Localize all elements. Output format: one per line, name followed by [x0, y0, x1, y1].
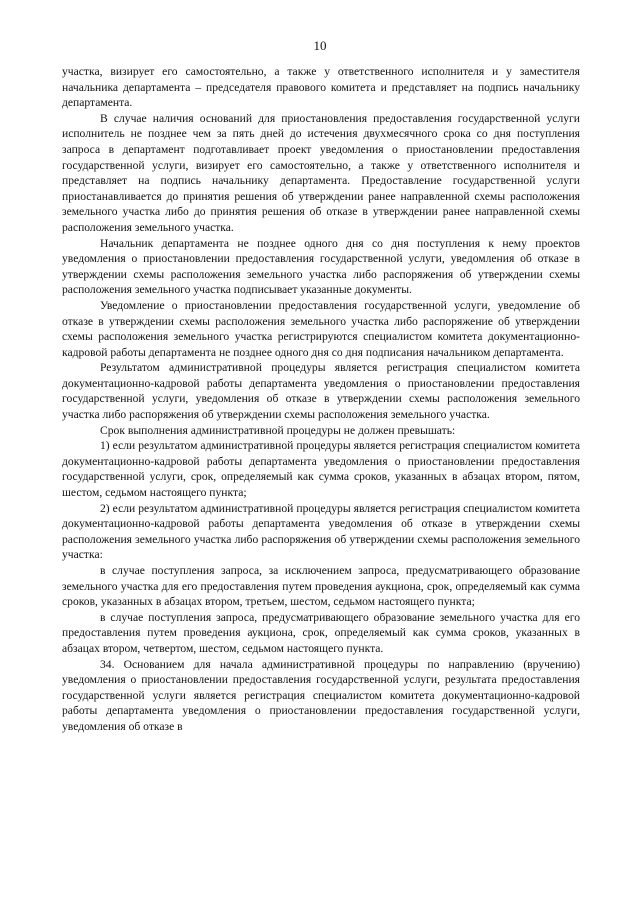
paragraph-8: 2) если результатом административной процедуры является регистрация специалистом комитета документационно-кадровой работы департамента уведомления об отказе в утверждении схемы расположения земельного участка либо распоряжения об утверждении схемы расположения земельного участка:: [62, 501, 580, 562]
paragraph-5: Результатом административной процедуры является регистрация специалистом комитета документационно-кадровой работы департамента уведомления о приостановлении предоставления государственной услуги, уведомления об отказе в утверждении схемы расположения земельного участка либо распоряжения об утверждении схемы расположения земельного участка.: [62, 361, 580, 422]
paragraph-9: в случае поступления запроса, за исключением запроса, предусматривающего образование земельного участка для его предоставления путем проведения аукциона, срок, определяемый как сумма сроков, указанных в абзацах втором, третьем, шестом, седьмом настоящего пункта;: [62, 564, 580, 609]
paragraph-3: Начальник департамента не позднее одного дня со дня поступления к нему проектов уведомления о приостановлении предоставления государственной услуги, уведомления об отказе в утверждении схемы расположения земельного участка либо распоряжения об утверждении схемы расположения земельного участка подписывает указанные документы.: [62, 236, 580, 297]
document-body: [62, 64, 580, 735]
paragraph-4: Уведомление о приостановлении предоставления государственной услуги, уведомление об отказе в утверждении схемы расположения земельного участка либо распоряжение об утверждении схемы расположения земельного участка регистрируются специалистом комитета документационно-кадровой работы департамента не позднее одного дня со дня подписания начальником департамента.: [62, 298, 580, 359]
paragraph-11: 34. Основанием для начала административной процедуры по направлению (вручению) уведомления о приостановлении предоставления государственной услуги, результата предоставления государственной услуги является регистрация специалистом комитета документационно-кадровой работы департамента уведомления о приостановлении предоставления государственной услуги, уведомления об отказе в: [62, 657, 580, 733]
paragraph-1: участка, визирует его самостоятельно, а также у ответственного исполнителя и у заместителя начальника департамента – председателя правового комитета и представляет на подпись начальнику департамента.: [62, 65, 580, 110]
paragraph-6: Срок выполнения административной процедуры не должен превышать:: [100, 423, 456, 437]
paragraph-2: В случае наличия оснований для приостановления предоставления государственной услуги исполнитель не позднее чем за пять дней до истечения двухмесячного срока со дня поступления запроса в департамент подготавливает проект уведомления о приостановлении предоставления государственной услуги, визирует его самостоятельно, а также у ответственного исполнителя и представляет на подпись начальнику департамента. Предоставление государственной услуги приостанавливается до принятия решения об утверждении ранее направленной схемы расположения земельного участка либо до принятия решения об отказе в утверждении ранее направленной схемы расположения земельного участка.: [62, 111, 580, 234]
paragraph-10: в случае поступления запроса, предусматривающего образование земельного участка для его предоставления путем проведения аукциона, срок, определяемый как сумма сроков, указанных в абзацах втором, четвертом, шестом, седьмом настоящего пункта.: [62, 610, 580, 655]
paragraph-7: 1) если результатом административной процедуры является регистрация специалистом комитета документационно-кадровой работы департамента уведомления о приостановлении предоставления государственной услуги, срок, определяемый как сумма сроков, указанных в абзацах втором, пятом, шестом, седьмом настоящего пункта;: [62, 439, 580, 500]
page-number: 10: [313, 38, 327, 53]
